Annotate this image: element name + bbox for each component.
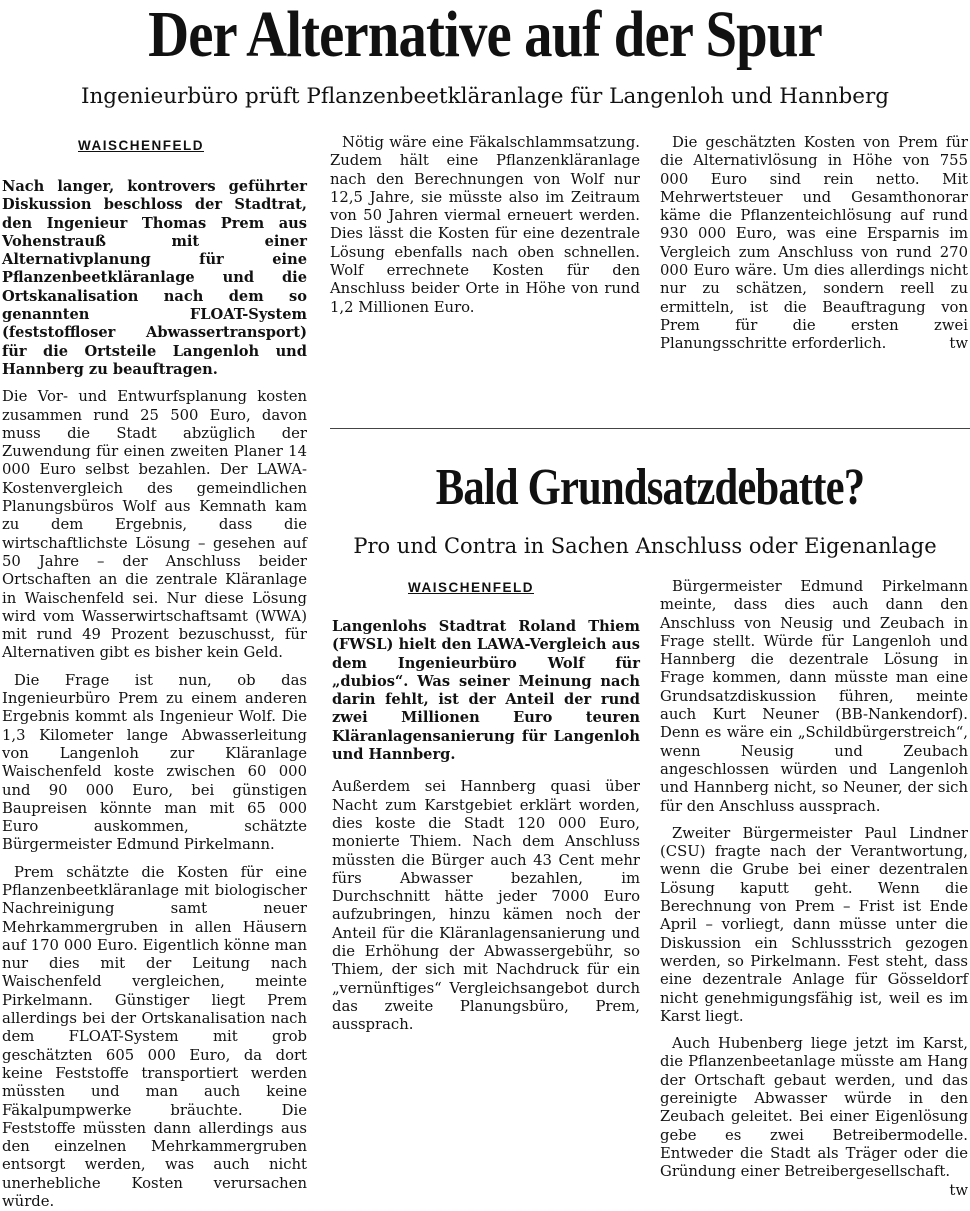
article2-column-1 bbox=[332, 618, 640, 1035]
article2-paragraph: Auch Hubenberg liege jetzt im Karst, die Pflanzenbeetanlage müsste am Hang der Ortschaft gebaut werden, und das gereinigte Abwasser würde in den Zeubach geleitet. Bei einer Eigenlösung gebe es zwei Betreibermodelle. Entweder die Stadt als Träger oder die Gründung einer Betreibergesellschaft. tw bbox=[660, 1035, 968, 1199]
article1-paragraph: Prem schätzte die Kosten für eine Pflanzenbeetkläranlage mit biologischer Nachreinigung samt neuer Mehrkammergruben in allen Häusern auf 170 000 Euro. Eigentlich könne man nur dies mit der Leitung nach Waischenfeld vergleichen, meinte Pirkelmann. Günstiger liegt Prem allerdings bei der Ortskanalisation nach dem FLOAT-System mit grob geschätzten 605 000 Euro, da dort keine Feststoffe transportiert werden müssten und man auch keine Fäkalpumpwerke bräuchte. Die Feststoffe müssten dann allerdings aus den einzelnen Mehrkammergruben entsorgt werden, was auch nicht unerhebliche Kosten verursachen würde. bbox=[2, 863, 307, 1211]
article2-dateline: WAISCHENFELD bbox=[408, 580, 534, 595]
section-divider bbox=[330, 428, 970, 429]
article2-signature: tw bbox=[949, 1181, 968, 1199]
article2-paragraph: Bürgermeister Edmund Pirkelmann meinte, dass dies auch dann den Anschluss von Neusig und Zeubach in Frage stellt. Würde für Langenloh und Hannberg die dezentrale Lösung in Frage kommen, dann müsste man eine Grundsatzdiskussion führen, meinte auch Kurt Neuner (BB-Nankendorf). Denn es wäre ein „Schildbürgerstreich“, wenn Neusig und Zeubach angeschlossen würden und Langenloh und Hannberg nicht, so Neuner, der sich für den Anschluss aussprach. bbox=[660, 578, 968, 815]
article2-subheadline: Pro und Contra in Sachen Anschluss oder Eigenanlage bbox=[353, 534, 937, 558]
article1-subheadline: Ingenieurbüro prüft Pflanzenbeetkläranlage für Langenloh und Hannberg bbox=[80, 84, 890, 109]
article1-lead: Nach langer, kontrovers geführter Diskussion beschloss der Stadtrat, den Ingenieur Thomas Prem aus Vohenstrauß mit einer Alternativplanung für eine Pflanzenbeetkläranlage und die Ortskanalisation nach dem so genannten FLOAT-System (feststoffloser Abwassertransport) für die Ortsteile Langenloh und Hannberg zu beauftragen. bbox=[2, 178, 307, 378]
article2-paragraph: Außerdem sei Hannberg quasi über Nacht zum Karstgebiet erklärt worden, dies koste die Stadt 120 000 Euro, monierte Thiem. Nach dem Anschluss müssten die Bürger auch 43 Cent mehr fürs Abwasser bezahlen, im Durchschnitt hätte jeder 7000 Euro aufzubringen, hinzu kämen noch der Anteil für die Kläranlagensanierung und die Erhöhung der Abwassergebühr, so Thiem, der sich mit Nachdruck für ein „vernünftiges“ Vergleichsangebot durch das zweite Planungsbüro, Prem, aussprach. bbox=[332, 778, 640, 1034]
article2-column-2 bbox=[660, 578, 968, 1200]
article1-column-2 bbox=[330, 134, 640, 317]
article2-headline: Bald Grundsatzdebatte? bbox=[435, 459, 865, 516]
article2-paragraph: Zweiter Bürgermeister Paul Lindner (CSU) fragte nach der Verantwortung, wenn die Grube bei einer dezentralen Lösung kaputt geht. Wenn die Berechnung von Prem – Frist ist Ende April – vorliegt, dann müsse unter die Diskussion ein Schlussstrich gezogen werden, so Pirkelmann. Fest steht, dass eine dezentrale Anlage für Gösseldorf nicht genehmigungsfähig ist, weil es im Karst liegt. bbox=[660, 824, 968, 1025]
article1-dateline: WAISCHENFELD bbox=[78, 138, 204, 153]
article1-paragraph: Die geschätzten Kosten von Prem für die Alternativlösung in Höhe von 755 000 Euro sind rein netto. Mit Mehrwertsteuer und Gesamthonorar käme die Pflanzenteichlösung auf rund 930 000 Euro, was eine Ersparnis im Vergleich zum Anschluss von rund 270 000 Euro wäre. Um dies allerdings nicht nur zu schätzen, sondern reell zu ermitteln, ist die Beauftragung von Prem für die ersten zwei Planungsschritte erforderlich. tw bbox=[660, 134, 968, 353]
article1-signature: tw bbox=[949, 335, 968, 353]
article1-paragraph: Die Frage ist nun, ob das Ingenieurbüro Prem zu einem anderen Ergebnis kommt als Ingenieur Wolf. Die 1,3 Kilometer lange Abwasserleitung von Langenloh zur Kläranlage Waischenfeld koste zwischen 60 000 und 90 000 Euro, bei günstigen Baupreisen könnte man mit 65 000 Euro auskommen, schätzte Bürgermeister Edmund Pirkelmann. bbox=[2, 671, 307, 854]
article1-column-3 bbox=[660, 134, 968, 354]
article2-lead: Langenlohs Stadtrat Roland Thiem (FWSL) hielt den LAWA-Vergleich aus dem Ingenieurbüro Wolf für „dubios“. Was seiner Meinung nach darin fehlt, ist der Anteil der rund zwei Millionen Euro teuren Kläranlagensanierung für Langenloh und Hannberg. bbox=[332, 618, 640, 764]
article1-column-1 bbox=[2, 178, 307, 1211]
article1-paragraph: Nötig wäre eine Fäkalschlammsatzung. Zudem hält eine Pflanzenkläranlage nach den Berechnungen von Wolf nur 12,5 Jahre, sie müsste also im Zeitraum von 50 Jahren viermal erneuert werden. Dies lässt die Kosten für eine dezentrale Lösung ebenfalls nach oben schnellen. Wolf errechnete Kosten für den Anschluss beider Orte in Höhe von rund 1,2 Millionen Euro. bbox=[330, 134, 640, 316]
article1-headline: Der Alternative auf der Spur bbox=[148, 0, 822, 71]
article1-paragraph: Die Vor- und Entwurfsplanung kosten zusammen rund 25 500 Euro, davon muss die Stadt abzüglich der Zuwendung für einen zweiten Planer 14 000 Euro selbst bezahlen. Der LAWA-Kostenvergleich des gemeindlichen Planungsbüros Wolf aus Kemnath kam zu dem Ergebnis, dass die wirtschaftlichste Lösung – gesehen auf 50 Jahre – der Anschluss beider Ortschaften an die zentrale Kläranlage in Waischenfeld sei. Nur diese Lösung wird vom Wasserwirtschaftsamt (WWA) mit rund 49 Prozent bezuschusst, für Alternativen gibt es bisher kein Geld. bbox=[2, 388, 307, 662]
